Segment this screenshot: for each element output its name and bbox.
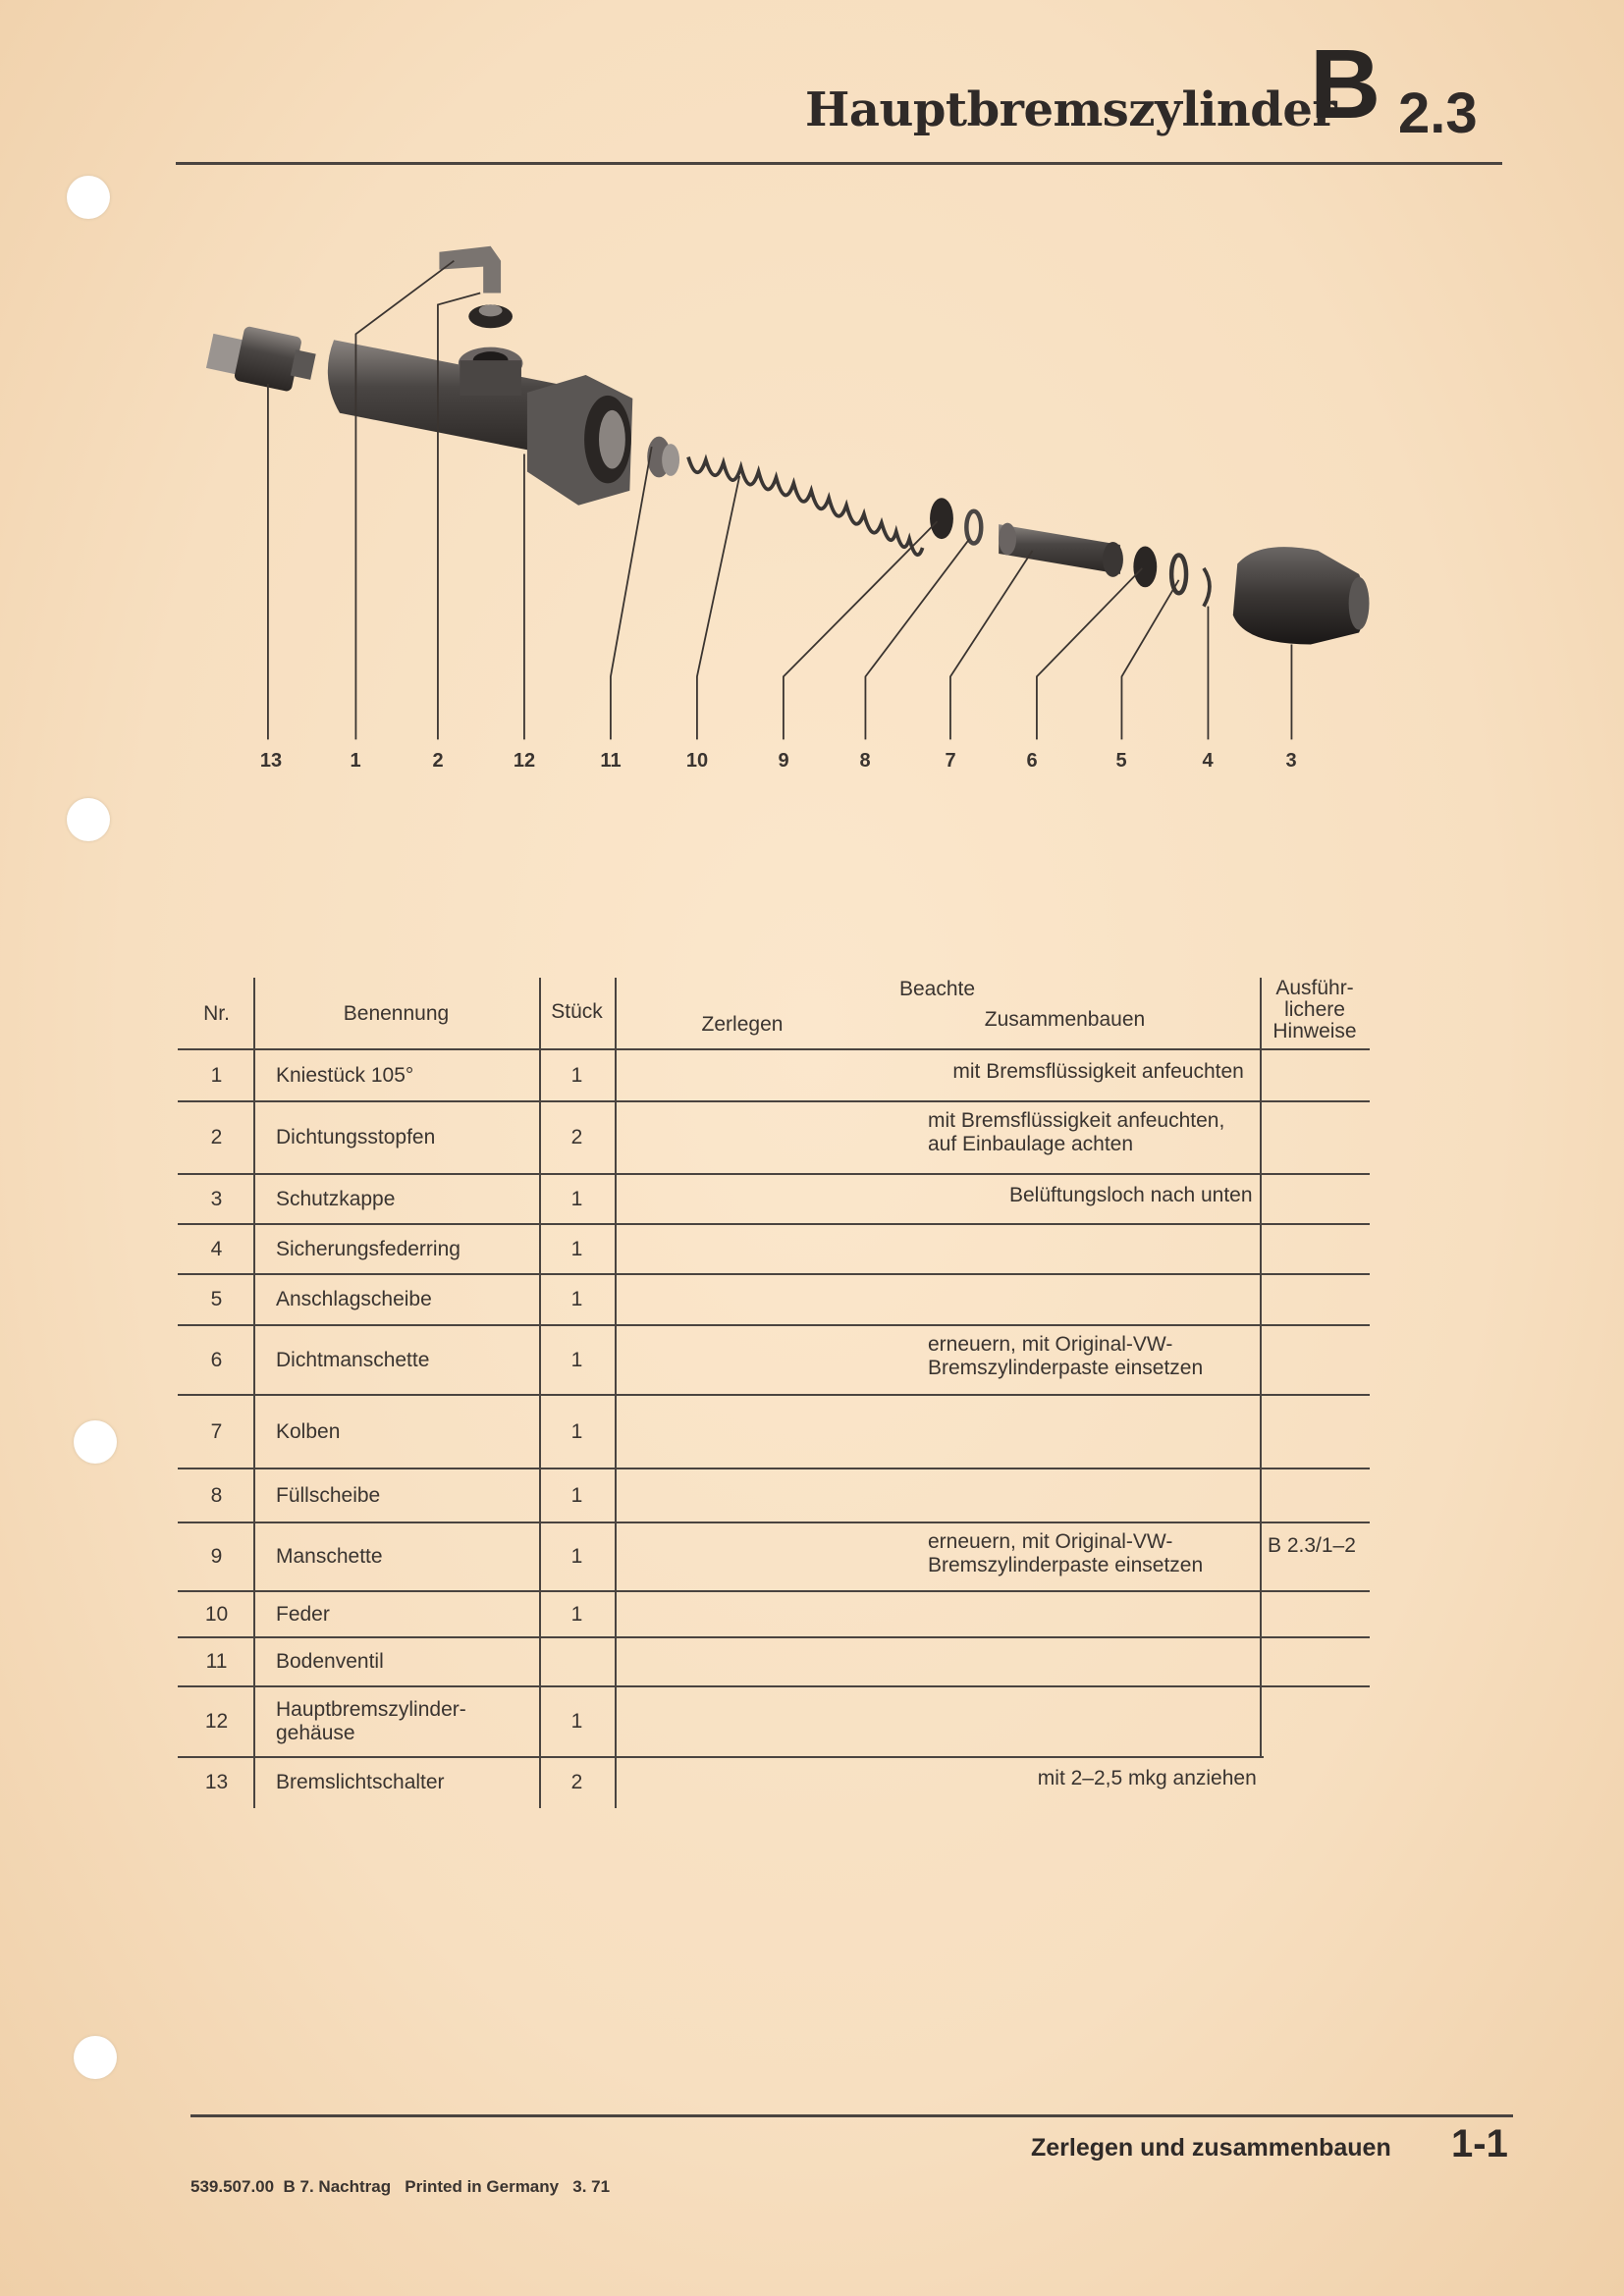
cylinder-housing-part xyxy=(328,340,632,506)
callout-label: 5 xyxy=(1115,750,1127,772)
callout-label: 10 xyxy=(685,750,709,772)
row-nr: 5 xyxy=(210,1288,223,1310)
row-divider xyxy=(178,1522,1370,1523)
row-nr: 12 xyxy=(204,1710,229,1733)
dust-cap-part xyxy=(1233,547,1370,644)
row-qty: 1 xyxy=(570,1602,583,1626)
row-nr: 7 xyxy=(210,1419,223,1443)
page-number: 1-1 xyxy=(1451,2122,1508,2165)
row-name: Füllscheibe xyxy=(276,1483,381,1507)
row-nr: 2 xyxy=(210,1126,223,1148)
row-qty: 1 xyxy=(570,1288,583,1310)
callout-label: 13 xyxy=(259,750,283,772)
row-name: Kniestück 105° xyxy=(276,1064,414,1087)
row-qty: 1 xyxy=(570,1237,583,1260)
row-qty: 1 xyxy=(570,1348,583,1371)
row-name: Dichtungsstopfen xyxy=(276,1126,436,1148)
row-nr: 8 xyxy=(210,1483,223,1507)
row-zusammenbauen: mit 2–2,5 mkg anziehen xyxy=(1037,1767,1257,1789)
header-beachte: Beachte xyxy=(898,978,976,1000)
brake-light-switch-part xyxy=(206,326,316,393)
row-name: Bremslichtschalter xyxy=(276,1771,445,1793)
footer-rule xyxy=(190,2114,1513,2117)
header-zusammenbauen: Zusammenbauen xyxy=(984,1008,1146,1031)
row-name: Anschlagscheibe xyxy=(276,1288,432,1310)
callout-label: 8 xyxy=(859,750,871,772)
row-nr: 13 xyxy=(204,1771,229,1793)
seal-plug-part xyxy=(468,304,513,328)
section-number: 2.3 xyxy=(1398,81,1478,145)
row-hinweise: B 2.3/1–2 xyxy=(1268,1534,1356,1557)
header-benennung: Benennung xyxy=(343,1002,450,1025)
row-nr: 4 xyxy=(210,1237,223,1260)
row-divider xyxy=(178,1636,1370,1638)
row-nr: 6 xyxy=(210,1348,223,1371)
callout-label: 4 xyxy=(1202,750,1214,772)
header-zerlegen: Zerlegen xyxy=(701,1013,784,1036)
row-divider xyxy=(178,1324,1370,1326)
row-qty: 1 xyxy=(570,1187,583,1210)
callout-label: 9 xyxy=(778,750,789,772)
row-nr: 3 xyxy=(210,1187,223,1210)
row-qty: 1 xyxy=(570,1710,583,1733)
header-rule xyxy=(178,1048,1370,1050)
row-nr: 1 xyxy=(210,1064,223,1087)
leader-lines xyxy=(268,261,1292,740)
row-qty: 1 xyxy=(570,1545,583,1568)
print-info: 539.507.00 B 7. Nachtrag Printed in Germany 3. 71 xyxy=(190,2177,611,2196)
row-divider xyxy=(178,1173,1370,1175)
row-name: Feder xyxy=(276,1602,330,1626)
row-qty: 1 xyxy=(570,1064,583,1087)
row-name: Sicherungsfederring xyxy=(276,1237,460,1260)
row-name: Schutzkappe xyxy=(276,1187,396,1210)
row-zusammenbauen: erneuern, mit Original-VW- Bremszylinderpaste einsetzen xyxy=(928,1333,1204,1379)
piston-part xyxy=(999,523,1123,577)
callout-label: 6 xyxy=(1026,750,1038,772)
row-zusammenbauen: Belüftungsloch nach unten xyxy=(1009,1184,1253,1206)
row-divider xyxy=(178,1468,1370,1469)
row-name: Bodenventil xyxy=(276,1650,384,1673)
row-divider xyxy=(178,1685,1370,1687)
seal-part xyxy=(1133,547,1157,588)
footer-section-title: Zerlegen und zusammenbauen xyxy=(1031,2134,1391,2162)
row-name: Manschette xyxy=(276,1545,383,1568)
row-nr: 11 xyxy=(205,1650,228,1673)
row-divider xyxy=(178,1100,1370,1102)
row-qty: 1 xyxy=(570,1419,583,1443)
callout-label: 2 xyxy=(432,750,444,772)
row-zusammenbauen: mit Bremsflüssigkeit anfeuchten xyxy=(952,1060,1244,1083)
row-name: Kolben xyxy=(276,1419,341,1443)
cup-seal-part xyxy=(930,498,953,539)
header-nr: Nr. xyxy=(203,1002,230,1025)
header-hinweise: Ausführ- lichere Hinweise xyxy=(1272,977,1357,1042)
row-divider xyxy=(178,1223,1370,1225)
row-qty: 2 xyxy=(570,1771,583,1793)
header-stueck: Stück xyxy=(551,1000,603,1023)
row-qty: 2 xyxy=(570,1126,583,1148)
row-zusammenbauen: mit Bremsflüssigkeit anfeuchten, auf Einbaulage achten xyxy=(928,1109,1225,1155)
circlip-part xyxy=(1204,568,1210,607)
section-letter: B xyxy=(1310,29,1381,139)
row-divider xyxy=(178,1590,1370,1592)
page-title: Hauptbremszylinder xyxy=(805,82,1337,137)
spring-part xyxy=(688,457,923,556)
row-nr: 9 xyxy=(210,1545,223,1568)
row-divider xyxy=(178,1394,1370,1396)
row-name: Hauptbremszylinder- gehäuse xyxy=(276,1698,466,1744)
callout-label: 11 xyxy=(600,750,622,772)
bottom-valve-part xyxy=(647,437,679,478)
callout-label: 7 xyxy=(945,750,956,772)
row-nr: 10 xyxy=(204,1602,229,1626)
row-zusammenbauen: erneuern, mit Original-VW- Bremszylinderpaste einsetzen xyxy=(928,1530,1204,1576)
callout-label: 12 xyxy=(513,750,536,772)
row-divider xyxy=(178,1273,1370,1275)
row-qty: 1 xyxy=(570,1483,583,1507)
callout-label: 3 xyxy=(1285,750,1297,772)
elbow-fitting-part xyxy=(439,246,501,294)
row-name: Dichtmanschette xyxy=(276,1348,430,1371)
callout-label: 1 xyxy=(350,750,361,772)
row-divider xyxy=(178,1756,1264,1758)
